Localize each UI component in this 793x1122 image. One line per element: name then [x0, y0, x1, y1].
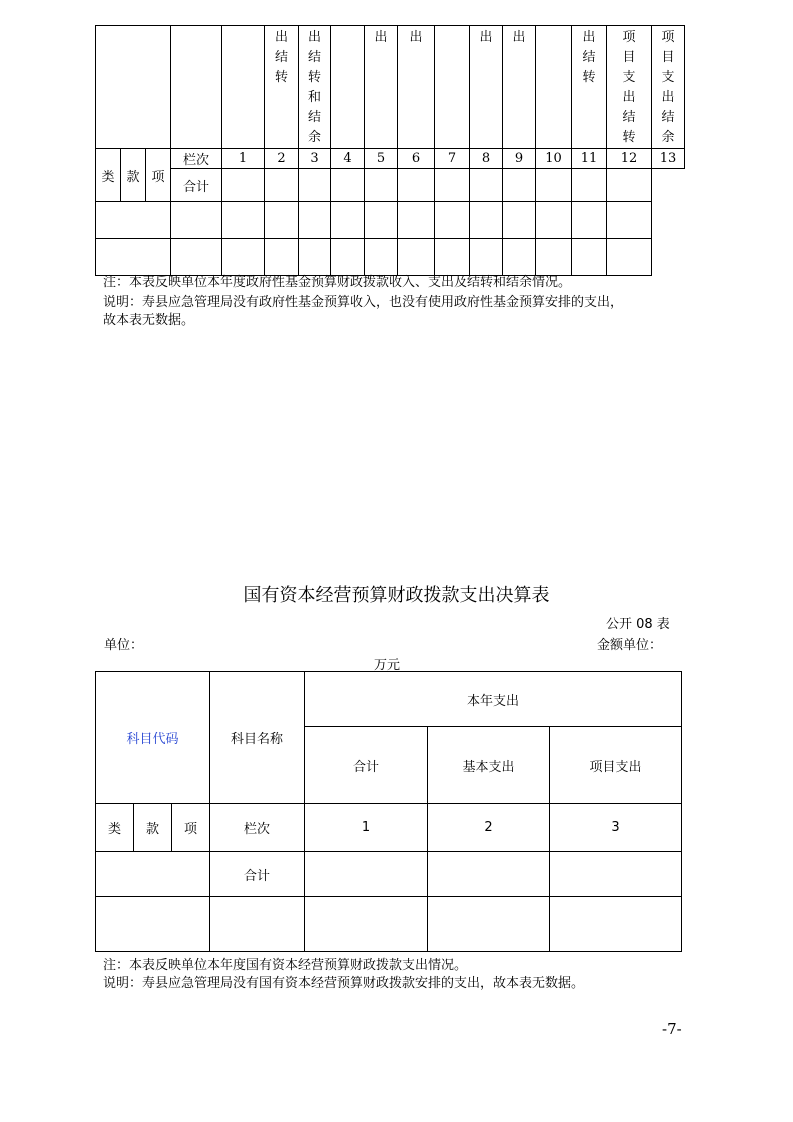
header-cell-3: 出结转和结余: [299, 26, 331, 149]
col-code-header: 科目代码: [96, 672, 210, 804]
col-number-8: 8: [470, 149, 503, 169]
lei-label: 类: [96, 804, 134, 852]
header-cell-12: 项目支出结转: [607, 26, 652, 149]
col-number-3: 3: [299, 149, 331, 169]
col-number-1: 1: [305, 804, 428, 852]
header-code-cell: [96, 26, 171, 149]
col-number-10: 10: [536, 149, 572, 169]
heji-row: [96, 852, 682, 897]
page-title: 国有资本经营预算财政拨款支出决算表: [243, 585, 550, 606]
header-cell-6: 出: [398, 26, 435, 149]
top-note: 注：本表反映单位本年度政府性基金预算财政拨款收入、支出及结转和结余情况。: [103, 275, 572, 290]
col-number-6: 6: [398, 149, 435, 169]
header-row-1: [96, 672, 682, 727]
header-cell-1: [222, 26, 265, 149]
page-number: -7-: [662, 1020, 682, 1038]
bottom-note: 注：本表反映单位本年度国有资本经营预算财政拨款支出情况。: [103, 958, 468, 973]
xiang-label: 项: [146, 149, 171, 202]
col-number-13: 13: [652, 149, 685, 169]
empty-row: [96, 897, 682, 952]
header-cell-13: 项目支出结余: [652, 26, 685, 149]
lanci-row: [96, 804, 682, 852]
col-number-9: 9: [503, 149, 536, 169]
col-number-7: 7: [435, 149, 470, 169]
header-cell-7: [435, 26, 470, 149]
col-number-5: 5: [365, 149, 398, 169]
top-explain-line1: 说明：寿县应急管理局没有政府性基金预算收入，也没有使用政府性基金预算安排的支出，: [103, 295, 624, 310]
unit-label: 单位：: [104, 638, 144, 653]
top-explain-line2: 故本表无数据。: [103, 313, 195, 328]
form-number: 公开 08 表: [606, 617, 670, 632]
heji-label: 合计: [210, 852, 305, 897]
col-number-4: 4: [331, 149, 365, 169]
header-cell-8: 出: [470, 26, 503, 149]
col-total-header: 合计: [305, 727, 428, 804]
col-number-2: 2: [428, 804, 550, 852]
header-cell-5: 出: [365, 26, 398, 149]
heji-row: [96, 169, 685, 202]
empty-row-1: [96, 202, 685, 239]
col-name-header: 科目名称: [210, 672, 305, 804]
lei-label: 类: [96, 149, 121, 202]
header-cell-10: [536, 26, 572, 149]
col-basic-header: 基本支出: [428, 727, 550, 804]
amount-unit-value: 万元: [374, 658, 401, 673]
header-cell-9: 出: [503, 26, 536, 149]
xiang-label: 项: [172, 804, 210, 852]
col-number-3: 3: [550, 804, 682, 852]
header-cell-11: 出结转: [572, 26, 607, 149]
col-number-12: 12: [607, 149, 652, 169]
header-row: [96, 26, 685, 149]
heji-label: 合计: [171, 169, 222, 202]
government-fund-table: [95, 25, 685, 276]
header-cell-4: [331, 26, 365, 149]
header-cell-2: 出结转: [265, 26, 299, 149]
lanci-label: 栏次: [171, 149, 222, 169]
kuan-label: 款: [134, 804, 172, 852]
col-number-1: 1: [222, 149, 265, 169]
lanci-label: 栏次: [210, 804, 305, 852]
col-number-2: 2: [265, 149, 299, 169]
current-year-header: 本年支出: [305, 672, 682, 727]
kuan-label: 款: [121, 149, 146, 202]
col-number-11: 11: [572, 149, 607, 169]
state-capital-table: [95, 671, 682, 952]
col-project-header: 项目支出: [550, 727, 682, 804]
amount-unit-label: 金额单位：: [597, 638, 663, 653]
bottom-explain: 说明：寿县应急管理局没有国有资本经营预算财政拨款安排的支出，故本表无数据。: [103, 976, 585, 991]
header-name-cell: [171, 26, 222, 149]
lanci-row: [96, 149, 685, 169]
empty-row-2: [96, 239, 685, 276]
